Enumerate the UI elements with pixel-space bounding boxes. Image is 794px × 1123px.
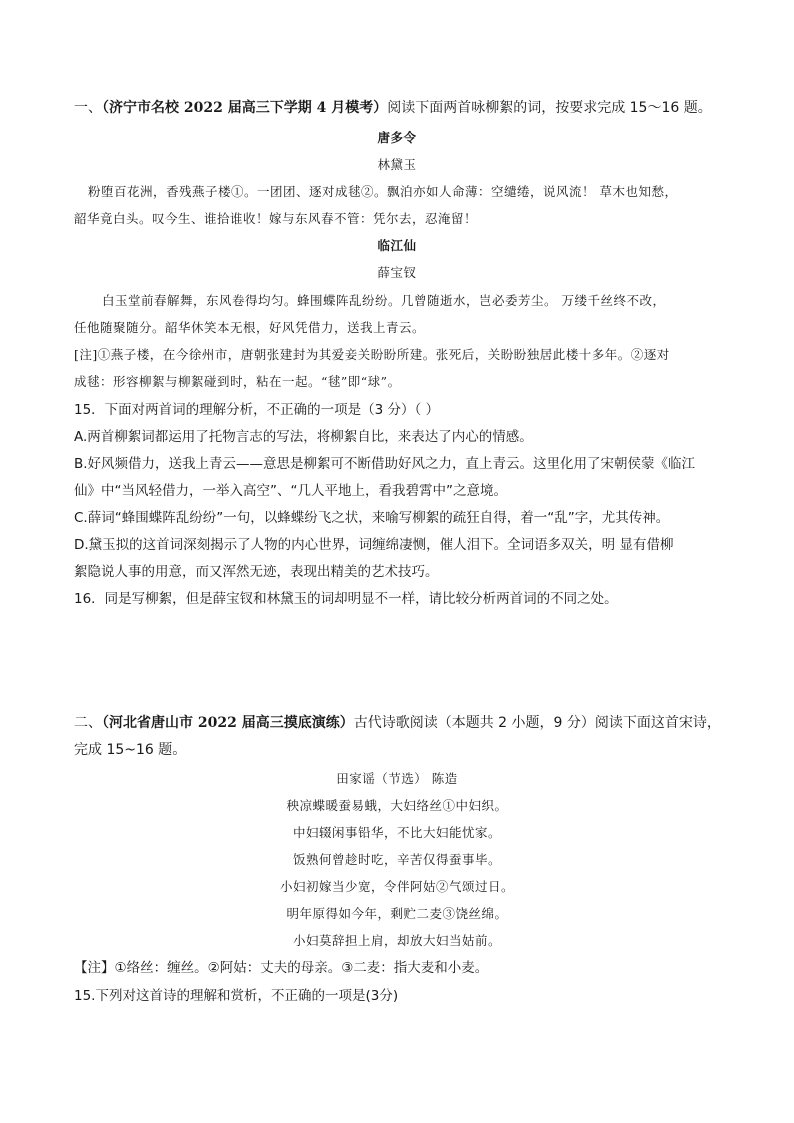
section2-poem-line: 秧凉蝶暖蚕易蛾，大妇络丝①中妇织。 xyxy=(286,798,508,813)
section2-instruction-cont: 完成 15~16 题。 xyxy=(74,742,187,758)
section1-note-line2: 成毬：形容柳絮与柳絮碰到时，粘在一起。“毬”即“球”。 xyxy=(74,374,401,389)
section2-number: 二、 xyxy=(74,715,102,731)
q15-option-b-line1: B.好风频借力，送我上青云——意思是柳絮可不断借助好风之力，直上青云。这里化用了宋朝侯蒙《临江 xyxy=(74,456,696,472)
poem1-line2: 韶华竟白头。叹今生、谁拾谁收！嫁与东风春不管：凭尔去，忍淹留！ xyxy=(74,211,478,226)
poem2-line1: 白玉堂前春解舞，东风卷得均匀。蜂围蝶阵乱纷纷。几曾随逝水，岂必委芳尘。 万缕千丝终不改， xyxy=(102,293,666,308)
section2-poem-line: 小妇莫辞担上肩，却放大妇当姑前。 xyxy=(292,933,501,948)
poem1-line1: 粉堕百花洲，香残燕子楼①。一团团、逐对成毬②。飘泊亦如人命薄：空缱绻，说风流！ 草木也知愁， xyxy=(88,184,678,199)
q15-option-c: C.薛词“蜂围蝶阵乱纷纷”一句，以蜂蝶纷飞之状，来喻写柳絮的疏狂自得，着一“乱”字，尤其传神。 xyxy=(74,510,670,526)
q15-option-d-line1: D.黛玉拟的这首词深刻揭示了人物的内心世界，词缠绵凄恻，催人泪下。全词语多双关，明 显有借柳 xyxy=(74,537,674,553)
poem2-author: 薛宝钗 xyxy=(377,265,417,280)
section2-poem-line: 中妇辍闲事铅华，不比大妇能忧家。 xyxy=(292,825,501,840)
section1-instruction: 阅读下面两首咏柳絮的词，按要求完成 15～16 题。 xyxy=(387,100,712,116)
poem2-title: 临江仙 xyxy=(377,238,417,253)
section2-poem-line: 明年原得如今年，剩贮二麦③饶丝绵。 xyxy=(286,906,508,921)
q15-stem: 15．下面对两首词的理解分析，不正确的一项是（3 分）（ ） xyxy=(74,402,440,418)
q15-option-b-line2: 仙》中“当风轻借力，一举入高空”、“几人平地上，看我碧霄中”之意境。 xyxy=(74,483,507,499)
q15-option-a: A.两首柳絮词都运用了托物言志的写法，将柳絮自比，来表达了内心的情感。 xyxy=(74,429,533,445)
q16-stem: 16．同是写柳絮，但是薛宝钗和林黛玉的词却明显不一样，请比较分析两首词的不同之处。 xyxy=(74,591,618,607)
section2-poem-title: 田家谣（节选） 陈造 xyxy=(336,771,458,786)
q15-option-d-line2: 絮隐说人事的用意，而又浑然无迹，表现出精美的艺术技巧。 xyxy=(74,564,439,580)
poem2-line2: 任他随聚随分。韶华休笑本无根，好风凭借力，送我上青云。 xyxy=(74,320,426,335)
section2-source: （河北省唐山市 2022 届高三摸底演练） xyxy=(102,715,354,731)
section2-poem-line: 小妇初嫁当少宽，令伴阿姑②气颂过日。 xyxy=(279,879,514,894)
poem1-title: 唐多令 xyxy=(377,130,417,145)
section1-source: （济宁市名校 2022 届高三下学期 4 月模考） xyxy=(102,100,388,116)
section2-q15-stem: 15.下列对这首诗的理解和赏析，不正确的一项是(3分) xyxy=(74,988,399,1004)
section2-poem-line: 饭熟何曾趁时吃，辛苦仅得蚕事毕。 xyxy=(292,852,501,867)
section1-number: 一、 xyxy=(74,100,102,116)
poem1-author: 林黛玉 xyxy=(377,157,417,172)
section1-note-line1: [注]①燕子楼，在今徐州市，唐朝张建封为其爱妾关盼盼所建。张死后，关盼盼独居此楼十多年。②逐对 xyxy=(74,347,670,362)
section2-note: 【注】①络丝：缠丝。②阿姑：丈夫的母亲。③二麦：指大麦和小麦。 xyxy=(74,960,489,976)
section2-instruction: 古代诗歌阅读（本题共 2 小题，9 分）阅读下面这首宋诗， xyxy=(353,715,721,731)
section2-heading xyxy=(74,713,721,733)
section1-heading xyxy=(74,98,712,118)
